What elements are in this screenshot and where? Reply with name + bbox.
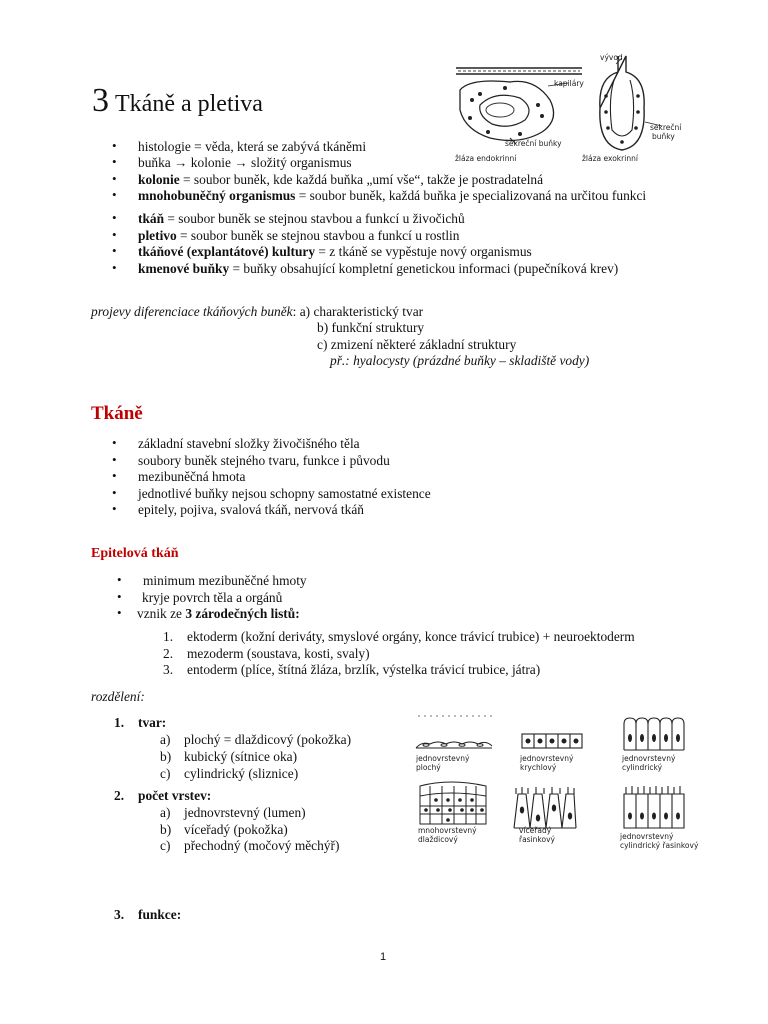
label-epitel-3a: jednovrstevný (622, 754, 676, 763)
page-title (92, 84, 263, 118)
heading-epitelova: Epitelová tkáň (91, 546, 179, 561)
gland-figure (450, 50, 680, 165)
chapter-title: Tkáně a pletiva (115, 91, 263, 117)
label-epitel-6b: cylindrický řasinkový (620, 841, 699, 850)
label-epitel-4a: mnohovrstevný (418, 826, 477, 835)
label-vyvod: vývod (600, 53, 623, 62)
label-sekrecni-1: sekreční (650, 123, 682, 132)
label-endokrinni: žláza endokrinní (455, 154, 517, 163)
projevy-line-c: c) zmizení některé základní struktury (317, 337, 517, 352)
label-epitel-1a: jednovrstevný (416, 754, 470, 763)
page-number: 1 (380, 951, 387, 963)
label-exokrinni: žláza exokrinní (582, 154, 638, 163)
label-epitel-6a: jednovrstevný (620, 832, 674, 841)
projevy-example: př.: hyalocysty (prázdné buňky – skladiště vody) (330, 353, 590, 368)
chapter-number: 3 (92, 82, 109, 119)
heading-tkane: Tkáně (91, 403, 143, 424)
label-epitel-2a: jednovrstevný (520, 754, 574, 763)
label-epitel-4b: dlaždicový (418, 835, 458, 844)
projevy-line-b: b) funkční struktury (317, 320, 425, 335)
label-epitel-5a: víceřadý (519, 826, 552, 835)
label-epitel-3b: cylindrický (622, 763, 663, 772)
label-epitel-1b: plochý (416, 763, 441, 772)
label-kapilary: kapiláry (554, 79, 584, 88)
label-epitel-5b: řasinkový (519, 835, 555, 844)
label-sekrecni-2: buňky (652, 132, 675, 141)
label-epitel-2b: krychlový (520, 763, 557, 772)
projevy-line-a: projevy diferenciace tkáňových buněk: a) charakteristický tvar (91, 304, 424, 319)
rozdeleni-label: rozdělení: (91, 689, 145, 704)
label-sekrecni-bunky: sekreční buňky (505, 139, 562, 148)
